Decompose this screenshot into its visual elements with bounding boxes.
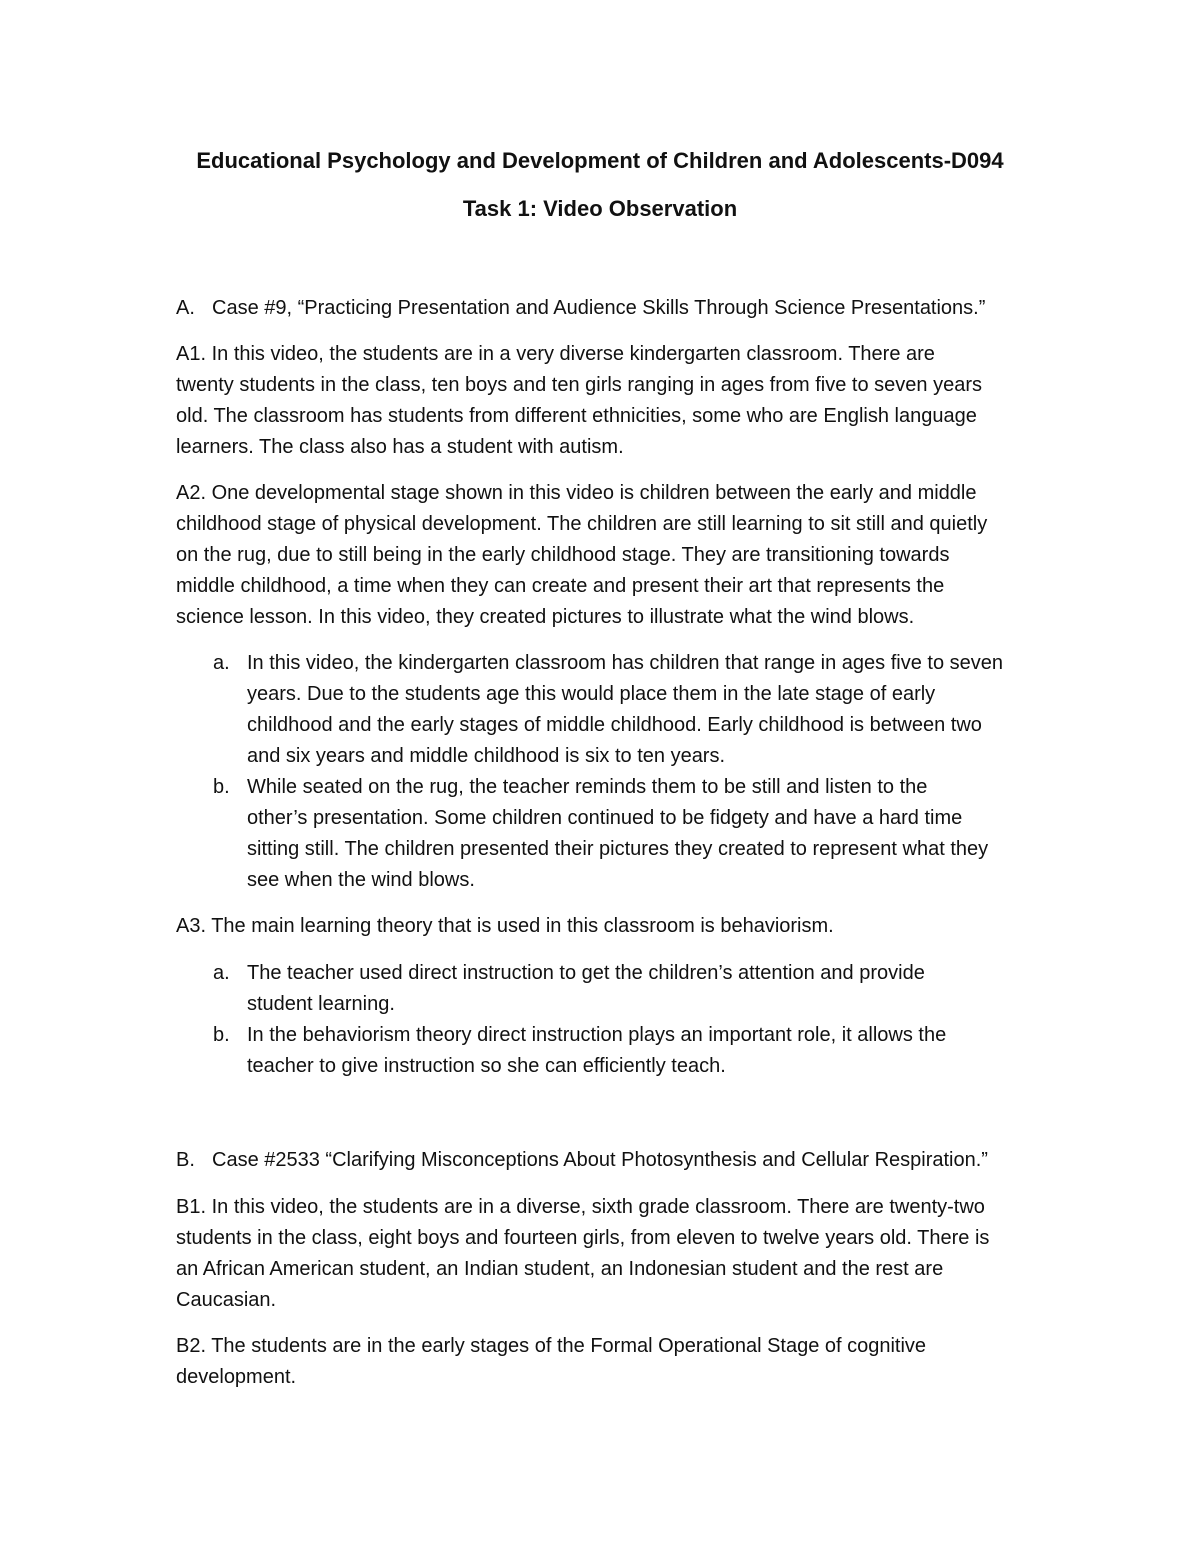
paragraph-a1 <box>176 339 1076 463</box>
paragraph-line: on the rug, due to still being in the early childhood stage. They are transitioning towards <box>176 544 950 566</box>
list-item <box>247 648 1097 772</box>
list-item-marker: a. <box>213 652 230 674</box>
list-item-marker: b. <box>213 1024 230 1046</box>
paragraph-a2 <box>176 478 1076 633</box>
paragraph-line: students in the class, eight boys and fourteen girls, from eleven to twelve years old. There is <box>176 1227 990 1249</box>
paragraph-b1 <box>176 1192 1076 1316</box>
list-item-line: other’s presentation. Some children continued to be fidgety and have a hard time <box>247 807 963 829</box>
paragraph-line: twenty students in the class, ten boys and ten girls ranging in ages from five to seven years <box>176 374 982 396</box>
section-a-heading: Case #9, “Practicing Presentation and Audience Skills Through Science Presentations.” <box>212 297 986 319</box>
list-item-marker: a. <box>213 962 230 984</box>
paragraph-line: learners. The class also has a student with autism. <box>176 436 624 458</box>
paragraph-line: science lesson. In this video, they created pictures to illustrate what the wind blows. <box>176 606 915 628</box>
section-b-marker: B. <box>176 1149 195 1171</box>
paragraph-line: middle childhood, a time when they can create and present their art that represents the <box>176 575 945 597</box>
paragraph-line: Caucasian. <box>176 1289 277 1311</box>
list-item <box>247 958 1097 1020</box>
list-item-line: student learning. <box>247 993 395 1015</box>
list-item-line: sitting still. The children presented their pictures they created to represent what they <box>247 838 989 860</box>
paragraph-line: childhood stage of physical development. The children are still learning to sit still and quietly <box>176 513 988 535</box>
document-subtitle: Task 1: Video Observation <box>462 196 738 221</box>
list-item-line: teacher to give instruction so she can efficiently teach. <box>247 1055 726 1077</box>
paragraph-line: B2. The students are in the early stages of the Formal Operational Stage of cognitive <box>176 1335 927 1357</box>
list-item-line: In the behaviorism theory direct instruction plays an important role, it allows the <box>247 1024 947 1046</box>
paragraph-line: A2. One developmental stage shown in this video is children between the early and middle <box>176 482 977 504</box>
paragraph-line: an African American student, an Indian student, an Indonesian student and the rest are <box>176 1258 944 1280</box>
list-item-line: While seated on the rug, the teacher reminds them to be still and listen to the <box>247 776 928 798</box>
paragraph-a3 <box>176 911 1076 942</box>
paragraph-line: A3. The main learning theory that is used in this classroom is behaviorism. <box>176 915 834 937</box>
list-item-line: see when the wind blows. <box>247 869 475 891</box>
list-item-line: childhood and the early stages of middle childhood. Early childhood is between two <box>247 714 982 736</box>
list-item <box>247 1020 1097 1082</box>
section-b-heading: Case #2533 “Clarifying Misconceptions About Photosynthesis and Cellular Respiration.” <box>212 1149 988 1171</box>
paragraph-line: old. The classroom has students from different ethnicities, some who are English language <box>176 405 977 427</box>
paragraph-line: development. <box>176 1366 297 1388</box>
list-item-line: years. Due to the students age this would place them in the late stage of early <box>247 683 936 705</box>
document-title: Educational Psychology and Development of Children and Adolescents-D094 <box>196 148 1004 173</box>
list-item-marker: b. <box>213 776 230 798</box>
list-item-line: and six years and middle childhood is six to ten years. <box>247 745 726 767</box>
paragraph-b2 <box>176 1331 1076 1393</box>
paragraph-line: B1. In this video, the students are in a diverse, sixth grade classroom. There are twenty-two <box>176 1196 985 1218</box>
list-item <box>247 772 1097 896</box>
section-a-marker: A. <box>176 297 195 319</box>
list-item-line: In this video, the kindergarten classroom has children that range in ages five to seven <box>247 652 1003 674</box>
paragraph-line: A1. In this video, the students are in a very diverse kindergarten classroom. There are <box>176 343 935 365</box>
list-item-line: The teacher used direct instruction to get the children’s attention and provide <box>247 962 925 984</box>
